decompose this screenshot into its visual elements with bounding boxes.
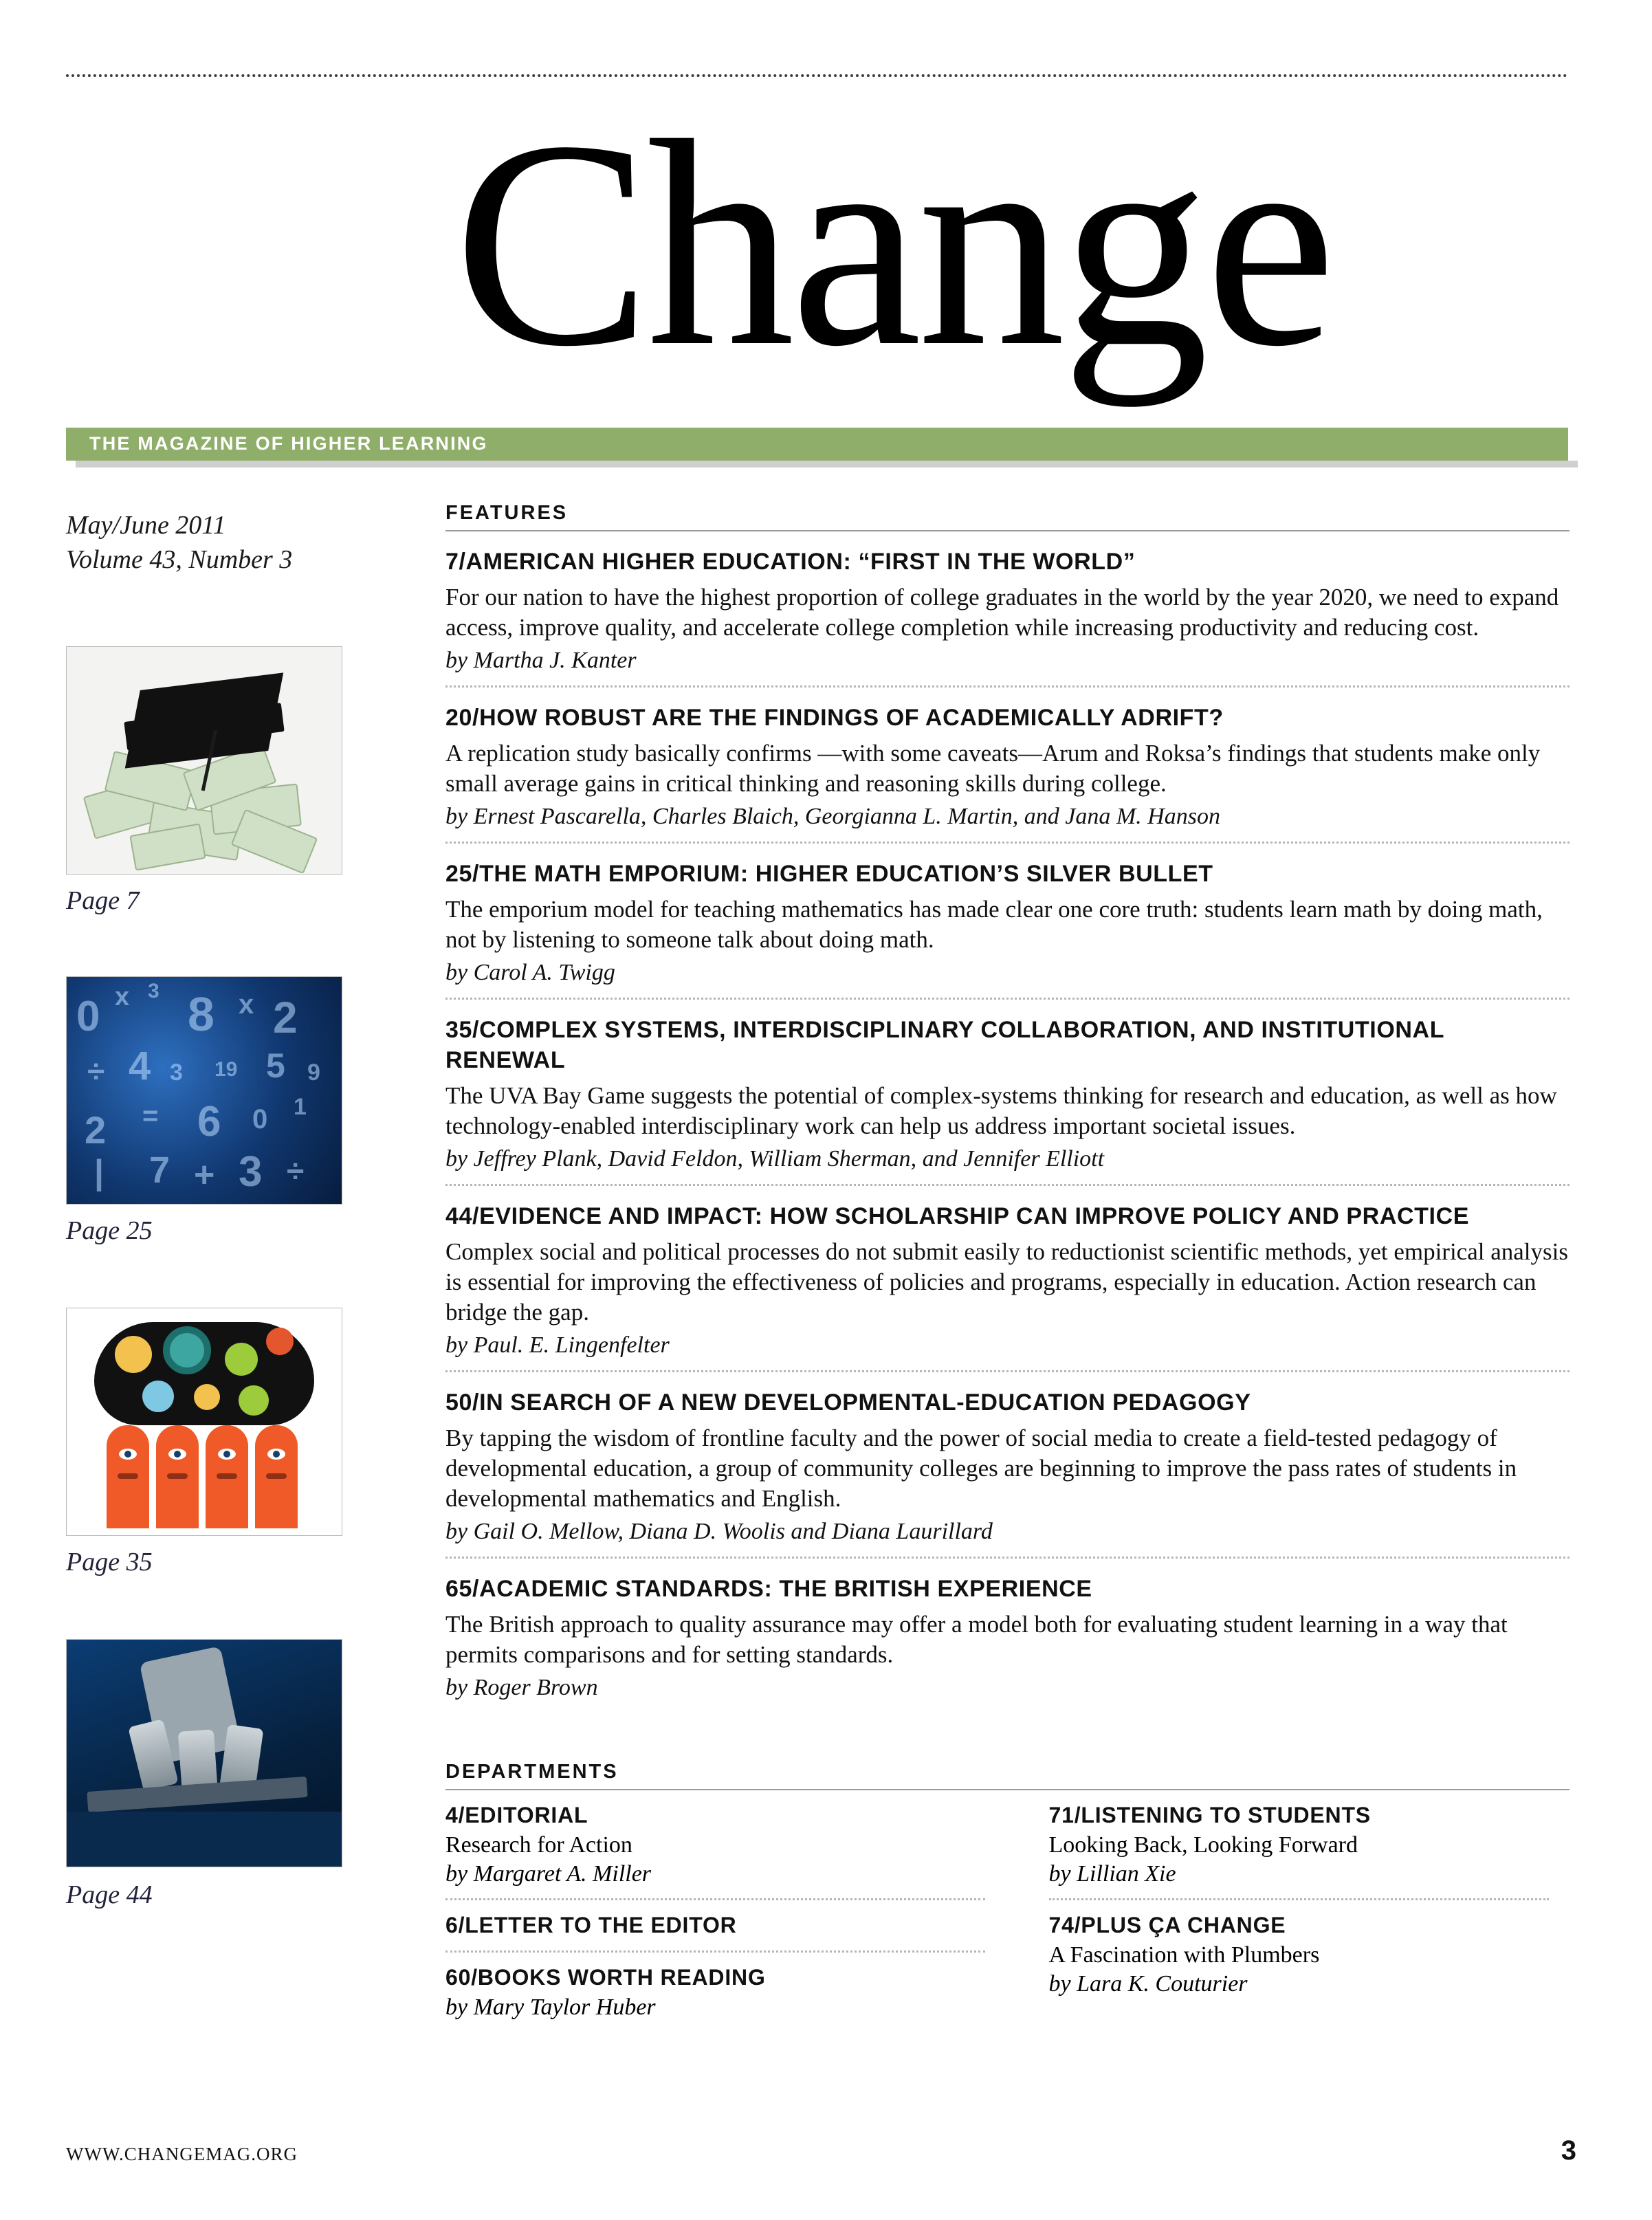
feature-entry[interactable] — [445, 1559, 1570, 1713]
department-author: by Margaret A. Miller — [445, 1861, 652, 1887]
department-entry[interactable] — [445, 1900, 1008, 1950]
microscope-base — [67, 1812, 342, 1867]
department-entry[interactable] — [1049, 1790, 1570, 1898]
magazine-title: Change — [454, 80, 1332, 408]
feature-title: 44/EVIDENCE AND IMPACT: HOW SCHOLARSHIP CAN IMPROVE POLICY AND PRACTICE — [445, 1203, 1469, 1229]
department-title: 6/LETTER TO THE EDITOR — [445, 1913, 737, 1937]
feature-description: A replication study basically confirms —with some caveats—Arum and Roksa’s findings that students make only small average gains in critical thinking and reasoning skills during college. — [445, 740, 1541, 797]
department-entry[interactable] — [445, 1953, 1008, 2032]
feature-title: 65/ACADEMIC STANDARDS: THE BRITISH EXPERIENCE — [445, 1576, 1092, 1602]
masthead — [0, 80, 1652, 481]
department-author: by Mary Taylor Huber — [445, 1994, 656, 2020]
feature-description: For our nation to have the highest proportion of college graduates in the world by the year 2020, we need to expand access, improve quality, and accelerate college completion while increasing productivity and reducing cost. — [445, 584, 1559, 641]
feature-author: by Jeffrey Plank, David Feldon, William Sherman, and Jennifer Elliott — [445, 1146, 1105, 1172]
contents-main-column — [445, 502, 1570, 2032]
feature-title: 7/AMERICAN HIGHER EDUCATION: “FIRST IN THE WORLD” — [445, 549, 1136, 575]
feature-title: 20/HOW ROBUST ARE THE FINDINGS OF ACADEMICALLY ADRIFT? — [445, 705, 1224, 731]
feature-entry[interactable] — [445, 1186, 1570, 1370]
graduation-cap-money-image — [67, 647, 342, 874]
departments-heading: DEPARTMENTS — [445, 1761, 619, 1783]
feature-author: by Gail O. Mellow, Diana D. Woolis and Diana Laurillard — [445, 1519, 993, 1544]
thumbnail-page-35 — [66, 1308, 342, 1536]
features-heading: FEATURES — [445, 502, 569, 524]
page-number: 3 — [1561, 2135, 1576, 2166]
department-title: 71/LISTENING TO STUDENTS — [1048, 1803, 1371, 1827]
feature-author: by Paul. E. Lingenfelter — [445, 1332, 670, 1358]
issue-volume: Volume 43, Number 3 — [66, 545, 293, 574]
feature-description: The UVA Bay Game suggests the potential of complex-systems thinking for research and education, as well as how technology-enabled interdisciplinary work can help us address important societal issues. — [445, 1082, 1557, 1139]
thumbnail-page-7 — [66, 646, 342, 875]
thumbnail-caption-2: Page 25 — [66, 1216, 153, 1245]
microscope-image — [67, 1640, 342, 1867]
department-title: 4/EDITORIAL — [445, 1803, 588, 1827]
feature-description: The British approach to quality assurance may offer a model both for evaluating student learning in a way that permits comparisons and for setting standards. — [445, 1611, 1508, 1668]
thumbnail-caption-1: Page 7 — [66, 886, 140, 915]
department-author: by Lillian Xie — [1048, 1861, 1176, 1887]
feature-author: by Martha J. Kanter — [445, 648, 637, 673]
top-dotted-rule — [66, 74, 1568, 80]
thumbnail-caption-3: Page 35 — [66, 1548, 153, 1576]
green-bar-shadow — [76, 461, 1578, 468]
feature-title: 35/COMPLEX SYSTEMS, INTERDISCIPLINARY COLLABORATION, AND INSTITUTIONAL RENEWAL — [445, 1017, 1444, 1073]
feature-description: The emporium model for teaching mathematics has made clear one core truth: students learn math by doing math, not by listening to someone talk about doing math. — [445, 896, 1543, 953]
magazine-tagline: THE MAGAZINE OF HIGHER LEARNING — [89, 433, 488, 454]
feature-entry[interactable] — [445, 688, 1570, 842]
issue-date: May/June 2011 — [66, 511, 226, 540]
department-author: by Lara K. Couturier — [1048, 1971, 1248, 1997]
department-title: 60/BOOKS WORTH READING — [445, 1965, 766, 1990]
departments-column-right — [1008, 1790, 1570, 2032]
feature-title: 25/THE MATH EMPORIUM: HIGHER EDUCATION’S SILVER BULLET — [445, 861, 1213, 887]
feature-entry[interactable] — [445, 844, 1570, 998]
department-subtitle: Research for Action — [445, 1832, 632, 1858]
departments-column-left — [445, 1790, 1008, 2032]
department-subtitle: Looking Back, Looking Forward — [1048, 1832, 1358, 1858]
feature-author: by Ernest Pascarella, Charles Blaich, Georgianna L. Martin, and Jana M. Hanson — [445, 804, 1220, 829]
thumbnail-page-44 — [66, 1639, 342, 1867]
department-subtitle: A Fascination with Plumbers — [1048, 1942, 1320, 1968]
department-title: 74/PLUS ÇA CHANGE — [1048, 1913, 1286, 1937]
footer-website-url[interactable]: WWW.CHANGEMAG.ORG — [66, 2144, 298, 2164]
feature-author: by Roger Brown — [445, 1675, 598, 1700]
feature-entry[interactable] — [445, 531, 1570, 685]
feature-entry[interactable] — [445, 1372, 1570, 1557]
feature-description: Complex social and political processes do not submit easily to reductionist scientific methods, yet empirical analysis is essential for improving the effectiveness of policies and programs, especially in education. Action research can bridge the gap. — [445, 1238, 1568, 1326]
thumbnail-caption-4: Page 44 — [66, 1880, 153, 1909]
department-entry[interactable] — [1049, 1900, 1570, 2008]
gears-heads-image — [67, 1308, 342, 1535]
feature-title: 50/IN SEARCH OF A NEW DEVELOPMENTAL-EDUCATION PEDAGOGY — [445, 1389, 1251, 1416]
department-entry[interactable] — [445, 1790, 1008, 1898]
thumbnail-page-25 — [66, 976, 342, 1205]
feature-description: By tapping the wisdom of frontline faculty and the power of social media to create a field-tested pedagogy of developmental education, a group of community colleges are beginning to improve the pass rates of students in developmental mathematics and English. — [445, 1425, 1517, 1512]
departments-section — [445, 1761, 1570, 2032]
blue-math-image: 0 x 3 8 x 2 ÷ 4 3 19 5 9 2 = 6 0 1 | 7 + 3 ÷ — [67, 977, 342, 1204]
feature-entry[interactable] — [445, 1000, 1570, 1184]
feature-author: by Carol A. Twigg — [445, 960, 615, 985]
